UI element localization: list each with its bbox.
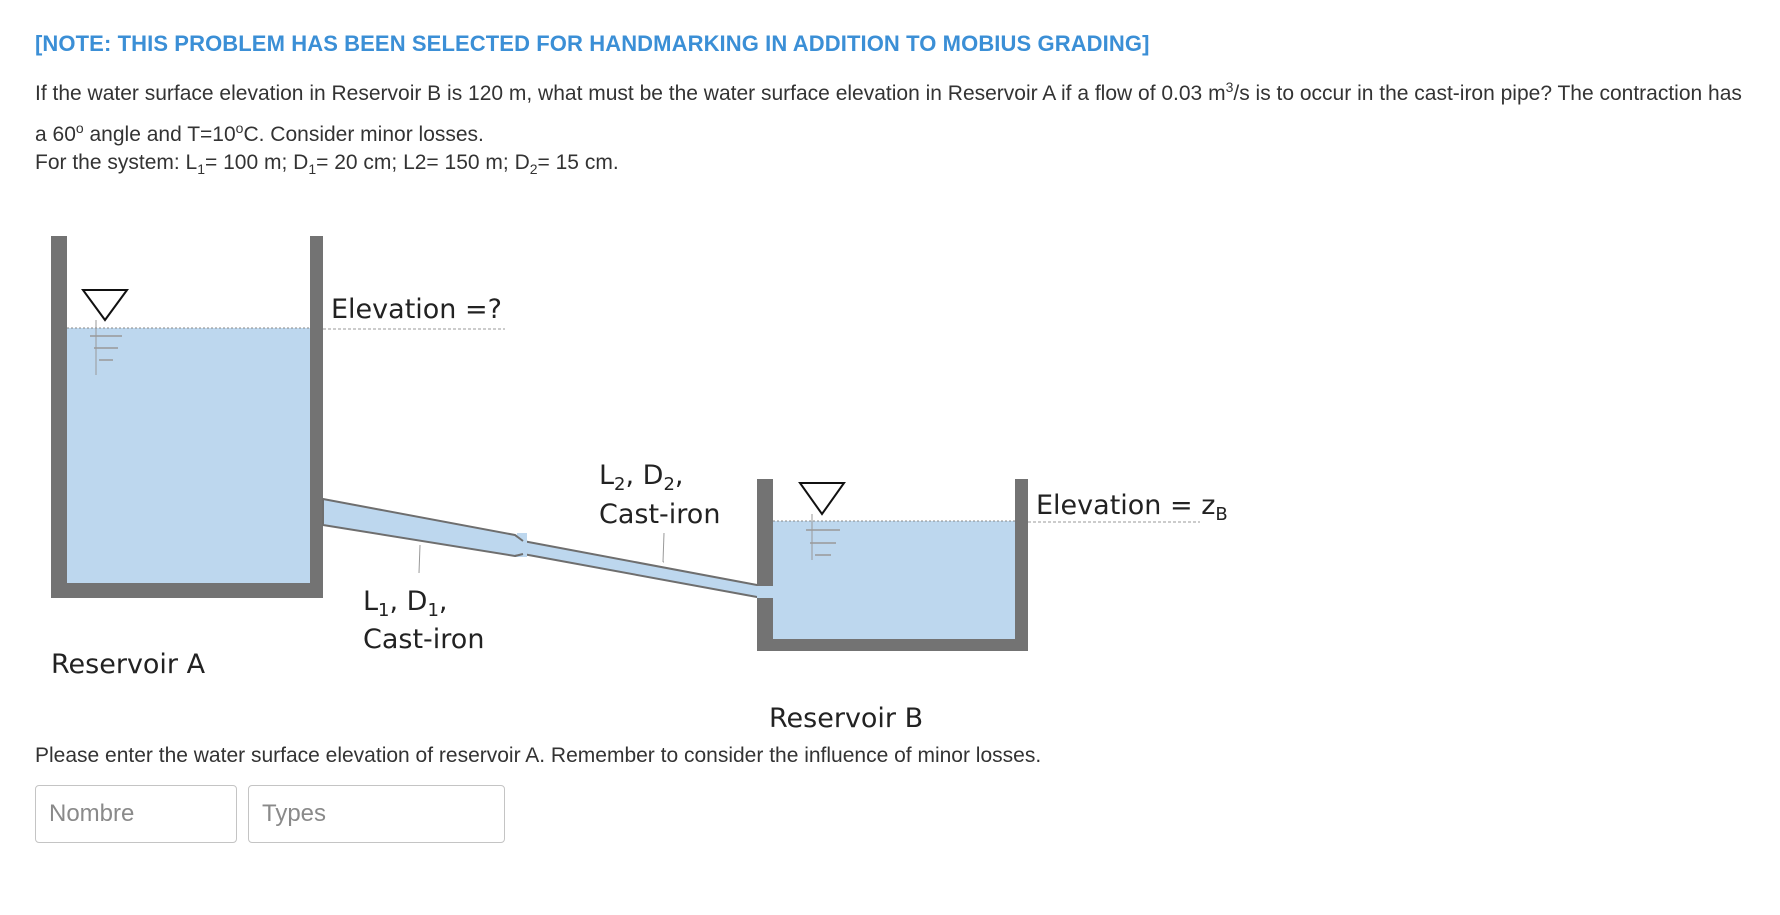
elevation-units-input[interactable]: [248, 785, 505, 843]
reservoir-a-right-wall: [310, 236, 323, 598]
reservoir-a-label: Reservoir A: [51, 649, 206, 680]
reservoir-b-left-wall: [757, 479, 773, 651]
answer-prompt: Please enter the water surface elevation of reservoir A. Remember to consider the influence of minor losses.: [35, 744, 1042, 767]
pipe-1: [323, 499, 523, 556]
pipe-2-leader: [663, 533, 664, 562]
pipe-1-label: $L_1$, $D_1$,: [363, 586, 448, 621]
elevation-a-label: Elevation =?: [331, 294, 502, 325]
reservoir-b-water: [773, 521, 1015, 639]
pipe-2-material: Cast-iron: [599, 499, 721, 530]
reservoir-diagram: [0, 200, 1780, 740]
problem-statement: If the water surface elevation in Reservoir B is 120 m, what must be the water surface elevation in Reservoir A if a flow of 0.03 $m^3/s$ is to occur in the cast-iron pipe? The contraction has a 60$^o$ angle and $T=10^oC$. Consider minor losses.: [35, 79, 1742, 146]
reservoir-b-right-wall: [1015, 479, 1028, 651]
elevation-b-label: Elevation = $z_B$: [1036, 490, 1228, 525]
reservoir-b-label: Reservoir B: [769, 703, 924, 734]
handmarking-note: [NOTE: THIS PROBLEM HAS BEEN SELECTED FOR HANDMARKING IN ADDITION TO MOBIUS GRADING]: [35, 31, 1150, 56]
reservoir-a-water: [67, 328, 310, 583]
reservoir-a-floor: [51, 583, 323, 598]
reservoir-b-floor: [757, 639, 1028, 651]
reservoir-b: [757, 479, 1028, 651]
reservoir-a-left-wall: [51, 236, 67, 598]
pipe-2: [523, 541, 772, 599]
pipe-2-label: $L_2$, $D_2$,: [599, 460, 684, 495]
pipe-1-material: Cast-iron: [363, 624, 485, 655]
system-parameters: For the system: $L_1= 100$ m; $D_1= 20$ cm; L2= 150 m; $D_2= 15$ cm.: [35, 151, 619, 178]
elevation-value-input[interactable]: [35, 785, 237, 843]
